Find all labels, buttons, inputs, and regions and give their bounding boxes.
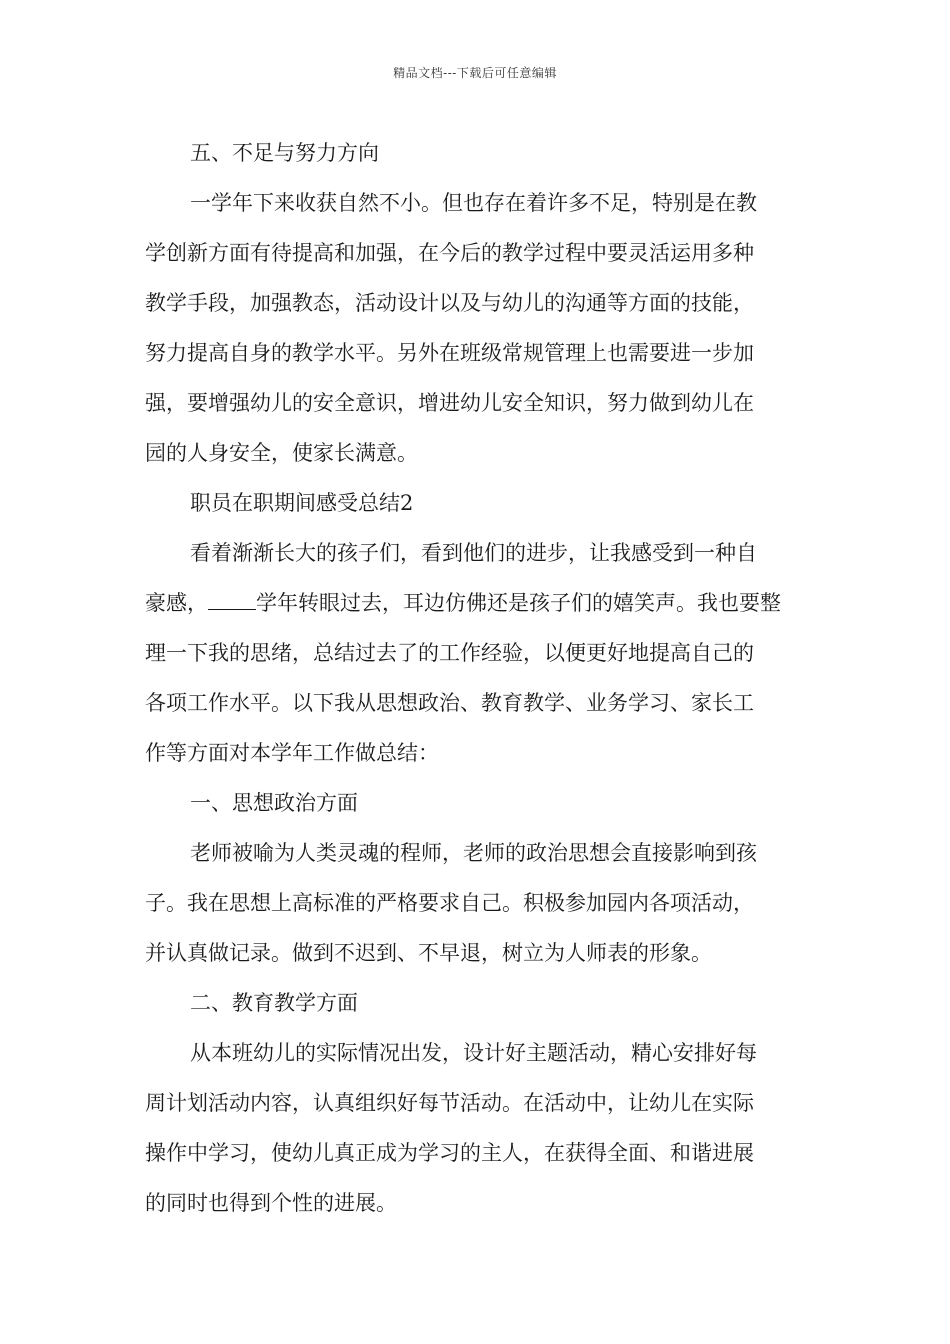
paragraph-line: 学创新方面有待提高和加强，在今后的教学过程中要灵活运用多种: [145, 241, 754, 265]
line-part: 学年转眼过去，耳边仿佛还是孩子们的嬉笑声。我也要整: [256, 591, 781, 615]
paragraph-line: 并认真做记录。做到不迟到、不早退，树立为人师表的形象。: [145, 941, 712, 965]
paragraph-line: 作等方面对本学年工作做总结：: [145, 741, 439, 765]
paragraph-line: 各项工作水平。以下我从思想政治、教育教学、业务学习、家长工: [145, 691, 754, 715]
paragraph-line: 操作中学习，使幼儿真正成为学习的主人，在获得全面、和谐进展: [145, 1141, 754, 1165]
paragraph-line-with-blank: [145, 583, 805, 633]
section-heading: 一、思想政治方面: [190, 791, 358, 815]
section-heading: 二、教育教学方面: [190, 991, 358, 1015]
paragraph-line: 的同时也得到个性的进展。: [145, 1191, 397, 1215]
paragraph-line: 园的人身安全，使家长满意。: [145, 441, 418, 465]
section-heading: 五、不足与努力方向: [190, 141, 379, 165]
page-header: 精品文档---下载后可任意编辑: [393, 66, 557, 80]
paragraph-line: 努力提高自身的教学水平。另外在班级常规管理上也需要进一步加: [145, 341, 754, 365]
document-body: [145, 133, 805, 1233]
paragraph-line: 强，要增强幼儿的安全意识，增进幼儿安全知识，努力做到幼儿在: [145, 391, 754, 415]
fill-in-blank: [208, 587, 256, 610]
paragraph-line: 看着渐渐长大的孩子们，看到他们的进步，让我感受到一种自: [190, 541, 757, 565]
line-part: 豪感，: [145, 591, 208, 615]
document-title: 职员在职期间感受总结2: [190, 491, 414, 515]
paragraph-line: 从本班幼儿的实际情况出发，设计好主题活动，精心安排好每: [190, 1041, 757, 1065]
paragraph-line: 教学手段，加强教态，活动设计以及与幼儿的沟通等方面的技能，: [145, 291, 754, 315]
paragraph-line: 一学年下来收获自然不小。但也存在着许多不足，特别是在教: [190, 191, 757, 215]
paragraph-line: 理一下我的思绪，总结过去了的工作经验，以便更好地提高自己的: [145, 641, 754, 665]
paragraph-line: 周计划活动内容，认真组织好每节活动。在活动中，让幼儿在实际: [145, 1091, 754, 1115]
paragraph-line: 老师被喻为人类灵魂的程师，老师的政治思想会直接影响到孩: [190, 841, 757, 865]
paragraph-line: 子。我在思想上高标准的严格要求自己。积极参加园内各项活动，: [145, 891, 754, 915]
